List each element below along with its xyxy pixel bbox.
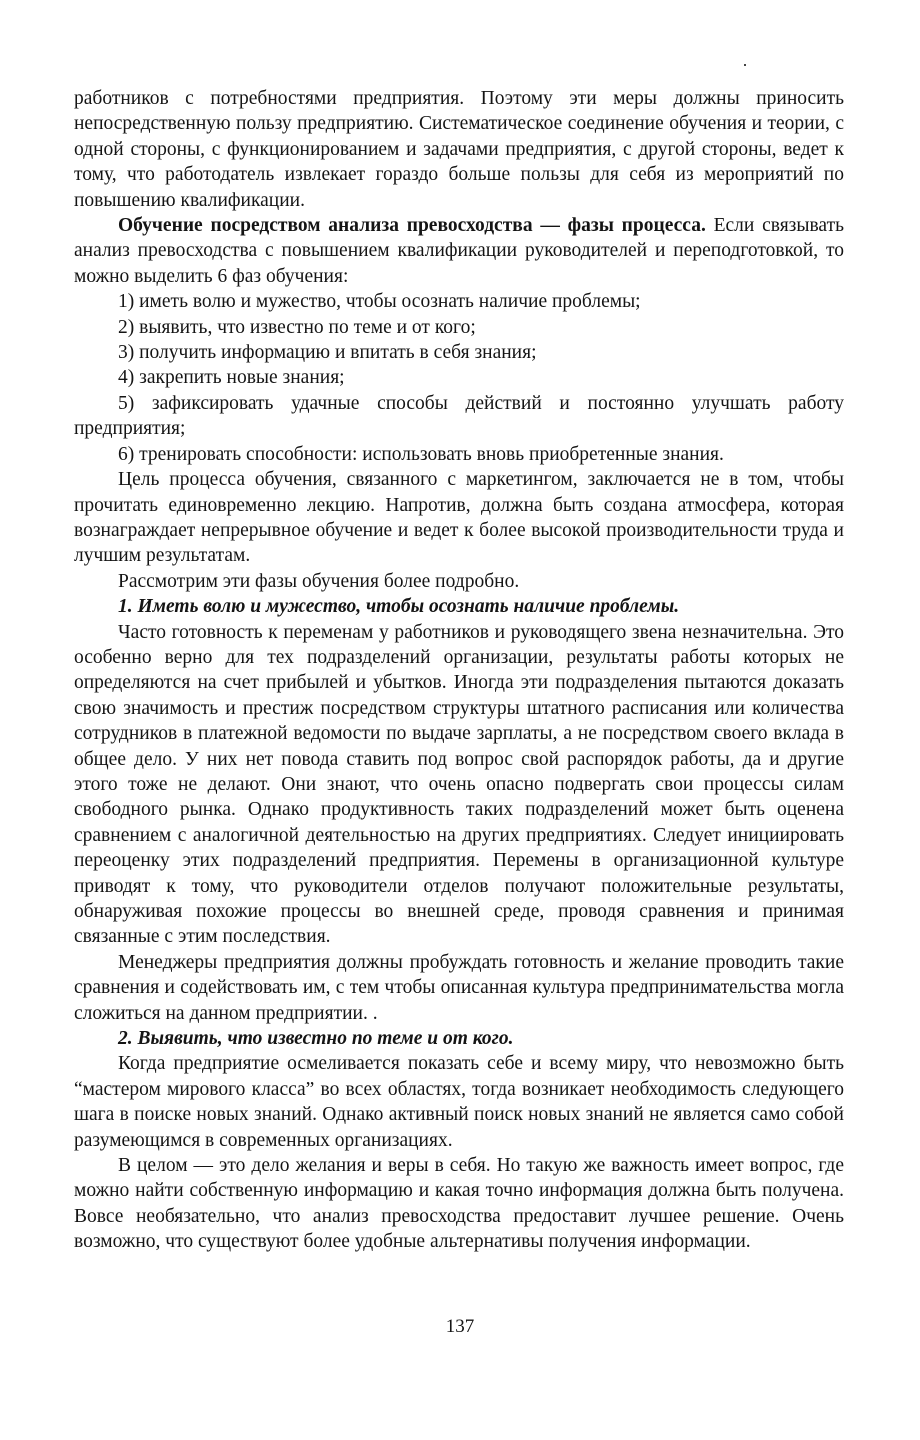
list-item: 6) тренировать способности: использовать вновь приобретенные знания. xyxy=(118,443,724,465)
paragraph-intro: работников с потребностями предприятия. Поэтому эти меры должны приносить непосредственную пользу предприятию. Систематическое соединение обучения и теории, с одной стороны, с функционированием и задачами предприятия, с другой стороны, ведет к тому, что работодатель извлекает гораздо больше пользы для себя из мероприятий по повышению квалификации. xyxy=(74,88,844,211)
page-number: 137 xyxy=(445,1316,475,1337)
paragraph-goal: Цель процесса обучения, связанного с маркетингом, заключается не в том, чтобы прочитать единовременно лекцию. Напротив, должна быть создана атмосфера, которая вознаграждает непрерывное обучение и ведет к более высокой производительности труда и лучшим результатам. xyxy=(74,469,844,567)
paragraph-knowledge: Когда предприятие осмеливается показать себе и всему миру, что невозможно быть “мастером мирового класса” во всех областях, тогда возникает необходимость следующего шага в поиске новых знаний. Однако активный поиск новых знаний не является само собой разумеющимся в современных организациях. xyxy=(74,1053,844,1151)
paragraph-phases xyxy=(74,213,844,289)
section-heading-2: 2. Выявить, что известно по теме и от кого. xyxy=(118,1028,514,1050)
list-item: 3) получить информацию и впитать в себя знания; xyxy=(118,342,537,364)
phases-heading: Обучение посредством анализа превосходства — фазы процесса. xyxy=(118,215,706,237)
paragraph-managers: Менеджеры предприятия должны пробуждать готовность и желание проводить такие сравнения и содействовать им, с тем чтобы описанная культура предпринимательства могла сложиться на данном предприятии. . xyxy=(74,951,844,1024)
paragraph-readiness: Часто готовность к переменам у работников и руководящего звена незначительна. Это особенно верно для тех подразделений организации, результаты работы которых не определяются на счет прибылей и убытков. Иногда эти подразделения пытаются доказать свою значимость и престиж посредством структуры штатного расписания или количества сотрудников в платежной ведомости по выдаче зарплаты, а не посредством своего вклада в общее дело. У них нет повода ставить под вопрос свой распорядок работы, да и другие этого тоже не делают. Они знают, что очень опасно подвергать свои процессы силам свободного рынка. Однако продуктивность таких подразделений может быть оценена сравнением с аналогичной деятельностью на других предприятиях. Следует инициировать переоценку этих подразделений предприятия. Перемены в организационной культуре приводят к тому, что руководители отделов получают положительные результаты, обнаруживая похожие процессы во внешней среде, проводя сравнения и принимая связанные с этим последствия. xyxy=(74,621,844,948)
page-body xyxy=(74,86,844,1255)
list-item: 4) закрепить новые знания; xyxy=(118,367,345,389)
scan-speck xyxy=(744,64,746,66)
list-item: 1) иметь волю и мужество, чтобы осознать наличие проблемы; xyxy=(118,291,641,313)
paragraph-general: В целом — это дело желания и веры в себя. Но такую же важность имеет вопрос, где можно найти собственную информацию и какая точно информация должна быть получена. Вовсе необязательно, что анализ превосходства предоставит лучшее решение. Очень возможно, что существуют более удобные альтернативы получения информации. xyxy=(74,1155,844,1253)
section-heading-1: 1. Иметь волю и мужество, чтобы осознать наличие проблемы. xyxy=(118,596,680,618)
paragraph-consider: Рассмотрим эти фазы обучения более подробно. xyxy=(118,570,520,592)
list-item: 5) зафиксировать удачные способы действий и постоянно улучшать работу предприятия; xyxy=(74,392,844,440)
phases-intro-text: Если связывать анализ превосходства с повышением квалификации руководителей и переподготовкой, то можно выделить 6 фаз обучения: xyxy=(74,215,844,287)
list-item: 2) выявить, что известно по теме и от кого; xyxy=(118,316,476,338)
